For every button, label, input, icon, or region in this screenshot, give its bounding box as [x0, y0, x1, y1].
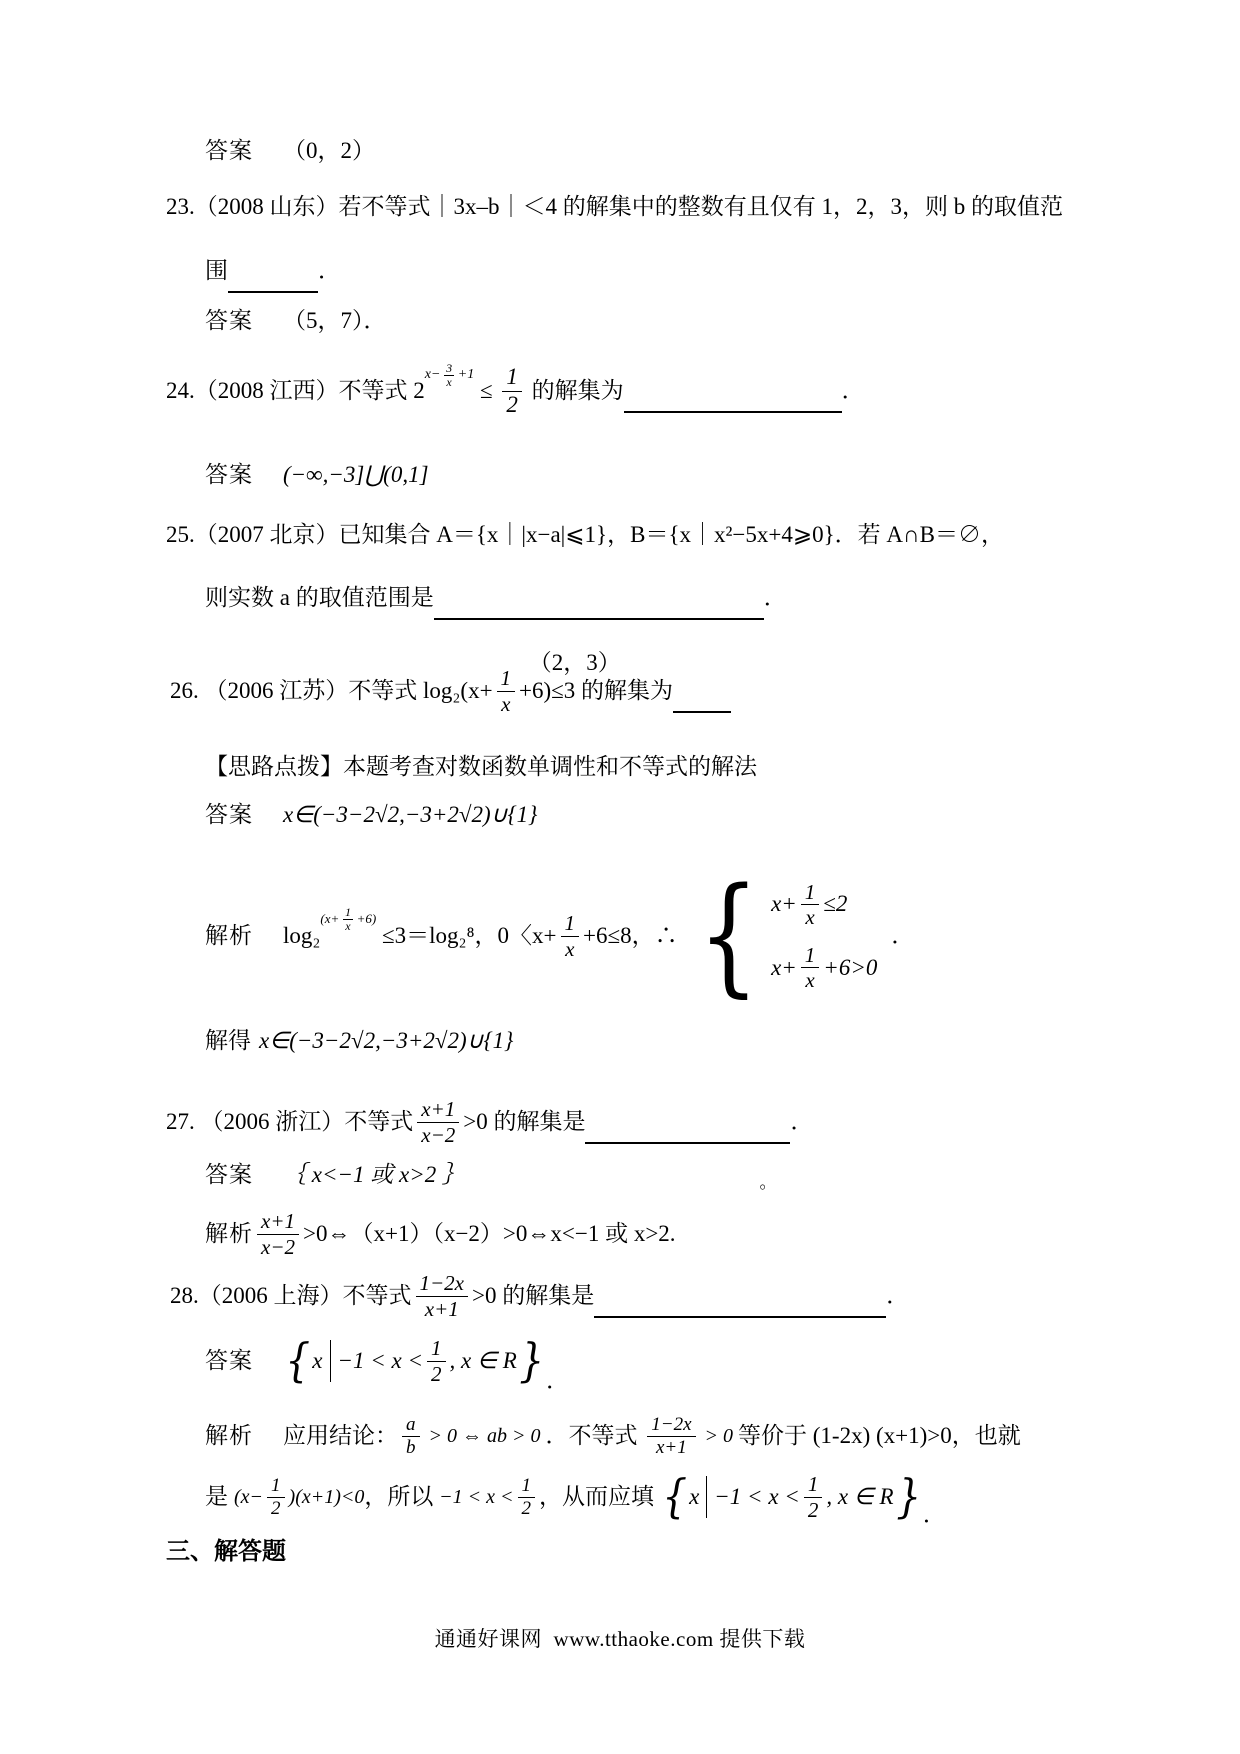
fraction-numerator: 1: [801, 943, 820, 968]
inequality-system: [688, 860, 878, 1010]
set-divider-bar: [330, 1340, 331, 1382]
q26-sup-post: +6): [356, 910, 377, 926]
q25-period: ．: [763, 585, 787, 611]
solve-label: 解得: [205, 1028, 251, 1053]
q27-analysis-fraction: [257, 1209, 299, 1258]
fraction-numerator: x+1: [257, 1209, 299, 1234]
q23-answer-line: [205, 306, 387, 336]
q25-stem-line2: [205, 582, 787, 675]
q24-answer-blank: [624, 381, 842, 413]
right-brace: }: [895, 1469, 921, 1524]
q28-ana2-mid: ，所以: [364, 1484, 440, 1510]
q26-solve-value: x∈(−3−2√2,−3+2√2)∪{1}: [259, 1028, 514, 1053]
q23-answer-value: （5，7）．: [283, 308, 387, 333]
q28-analysis-line2: [205, 1464, 946, 1530]
set-fraction: [427, 1336, 446, 1385]
answer-label: 答案: [205, 308, 253, 333]
q24-relation: ≤: [474, 378, 499, 404]
q23-stem-line1: [166, 192, 1063, 222]
system-rows: [771, 880, 877, 993]
q28-ab-fraction: [402, 1414, 420, 1459]
row1-fraction: [801, 880, 820, 929]
q26-log-superscript: [320, 906, 376, 932]
right-brace: }: [519, 1333, 544, 1388]
q27-fraction: [417, 1097, 459, 1146]
fraction-denominator: x: [805, 904, 815, 929]
fraction-numerator: x+1: [417, 1097, 459, 1122]
q28-ana1-mid2: ．不等式: [545, 1423, 644, 1449]
q26-analysis-mid1: ≤3＝log₂⁸，0〈x+: [376, 923, 557, 949]
q26-analysis-mid2: +6≤8，∴: [583, 923, 678, 949]
q28-answer-period: ．: [546, 1368, 570, 1394]
section-heading: [166, 1536, 286, 1567]
q26-sup-pre: (x+: [320, 910, 340, 926]
fraction-numerator: 1: [804, 1472, 823, 1497]
q28-stem-post: >0 的解集是: [472, 1283, 595, 1309]
q26-solve-line: [205, 1026, 513, 1056]
answer-label: 答案: [205, 138, 253, 163]
row2-pre: x+: [771, 954, 797, 980]
fraction-denominator: x+1: [424, 1296, 459, 1321]
set-condition: −1 < x <: [337, 1348, 424, 1374]
q25-answer-blank: [434, 588, 764, 675]
footer-text: 通通好课网 www.tthaoke.com 提供下载: [434, 1627, 806, 1651]
left-brace: {: [661, 1469, 687, 1524]
fraction-denominator: 2: [431, 1361, 442, 1386]
prev-answer-line: [205, 136, 375, 166]
q28-ana2-period: ．: [922, 1502, 946, 1528]
fraction-numerator: a: [402, 1414, 420, 1437]
q28-ana1-post: 等价于 (1-2x) (x+1)>0，也就: [738, 1423, 1021, 1449]
q27-analysis-text: >0⇔（x+1）（x−2）>0⇔x<−1 或 x>2.: [303, 1221, 676, 1247]
fraction-denominator: 2: [271, 1497, 281, 1519]
q26-sup-fraction: [341, 906, 354, 932]
q26-stem-pre: 26. （2006 江苏）不等式 log₂(x+: [170, 678, 493, 704]
q28-answer-line: [205, 1326, 569, 1396]
q26-hint-text: 【思路点拨】本题考查对数函数单调性和不等式的解法: [205, 754, 757, 779]
q26-analysis-line: [205, 860, 914, 1012]
analysis-label: 解析: [205, 1423, 253, 1449]
q28-answer-blank: [594, 1286, 886, 1318]
q28-ana2-fraction2: [518, 1475, 536, 1520]
q28-ana1-pre: 应用结论：: [283, 1423, 398, 1449]
page-footer: [0, 1626, 1240, 1653]
q26-fraction: [497, 666, 516, 715]
answer-label: 答案: [205, 1348, 253, 1374]
q28-stem-line: [170, 1263, 909, 1329]
analysis-label: 解析: [205, 923, 253, 949]
fraction-numerator: 1: [427, 1336, 446, 1361]
fraction-denominator: x−2: [261, 1234, 295, 1259]
q24-exponent: [425, 362, 474, 388]
q26-answer-blank: [673, 681, 731, 713]
answer-label: 答案: [205, 462, 253, 487]
fraction-numerator: 1: [502, 364, 522, 391]
fraction-numerator: 1: [267, 1475, 285, 1498]
row2-fraction: [801, 943, 820, 992]
row1-pre: x+: [771, 891, 797, 917]
set-post: , x ∈ R: [449, 1348, 517, 1374]
q27-period: ．: [790, 1109, 814, 1135]
q28-ana1-fraction2: [647, 1414, 695, 1459]
q24-period: ．: [841, 378, 865, 404]
q28-ana2-set: [660, 1469, 923, 1524]
q28-ana2-paren-post: )(x+1)<0: [288, 1486, 365, 1508]
left-brace: {: [285, 1333, 311, 1388]
answer-label: 答案: [205, 1162, 253, 1187]
q27-answer-line: [205, 1160, 465, 1190]
q28-fraction: [416, 1271, 469, 1320]
fraction-denominator: x: [565, 936, 575, 961]
fraction-denominator: x−2: [421, 1122, 456, 1147]
q23-period: ．: [318, 258, 341, 284]
q27-answer-blank: [585, 1112, 790, 1192]
answer-label: 答案: [205, 802, 253, 827]
fraction-denominator: x: [446, 374, 452, 389]
q26-hint-line: [205, 752, 757, 782]
fraction-numerator: 3: [446, 360, 453, 375]
fraction-denominator: x+1: [656, 1436, 687, 1458]
q24-exp-post: +1: [457, 366, 475, 382]
left-brace: {: [697, 860, 759, 1010]
q26-analysis-log: log₂: [283, 923, 321, 949]
set-condition: −1 < x <: [714, 1484, 800, 1510]
q25-stem-text2: 则实数 a 的取值范围是: [205, 585, 434, 611]
q27-stem-pre: 27. （2006 浙江）不等式: [166, 1109, 414, 1135]
q24-stem-post: 的解集为: [525, 378, 624, 404]
q24-stem-pre: 24.（2008 江西）不等式 2: [166, 378, 425, 404]
q28-answer-set: [283, 1333, 546, 1388]
fraction-numerator: 1: [561, 911, 580, 936]
set-post: , x ∈ R: [826, 1484, 894, 1510]
q28-ana2-ineq-pre: −1 < x <: [439, 1486, 514, 1508]
q26-stem-post: +6)≤3 的解集为: [519, 678, 674, 704]
section-heading-text: 三、解答题: [166, 1538, 286, 1565]
q28-ana1-mid1: > 0 ⇔ ab > 0: [423, 1425, 546, 1447]
fraction-numerator: 1: [497, 666, 516, 691]
fraction-denominator: 2: [521, 1497, 532, 1519]
set-divider-bar: [706, 1476, 707, 1518]
q25-blank-answer: （2，3）: [528, 649, 621, 675]
q26-stem-line: [170, 655, 731, 727]
system-row-1: [771, 880, 877, 929]
set-variable: x: [689, 1484, 700, 1510]
q28-ana2-fraction1: [267, 1475, 285, 1520]
q27-analysis-line: [205, 1202, 676, 1266]
q24-answer-value: (−∞,−3]⋃(0,1]: [283, 462, 429, 487]
fraction-numerator: 1: [344, 904, 351, 919]
q26-answer-value: x∈(−3−2√2,−3+2√2)∪{1}: [283, 802, 538, 827]
fraction-denominator: x: [805, 968, 815, 993]
set-fraction: [804, 1472, 823, 1521]
system-row-2: [771, 943, 877, 992]
q25-stem-line1: [166, 520, 1004, 550]
set-variable: x: [312, 1348, 323, 1374]
q28-period: ．: [886, 1283, 910, 1309]
fraction-numerator: 1: [801, 880, 820, 905]
q28-stem-pre: 28.（2006 上海）不等式: [170, 1283, 412, 1309]
row1-post: ≤2: [823, 891, 848, 917]
q23-answer-blank: [228, 261, 318, 293]
q24-exp-fraction: [442, 362, 455, 388]
q26-analysis-period: ．: [891, 923, 915, 949]
q24-stem-line: [166, 350, 865, 432]
q23-stem-text2: 围: [205, 258, 228, 284]
fraction-denominator: 2: [807, 1497, 819, 1522]
q28-analysis-line1: [205, 1404, 1021, 1468]
prev-answer-value: （0，2）: [283, 138, 375, 163]
q26-analysis-fraction: [561, 911, 580, 960]
fraction-numerator: 1−2x: [647, 1414, 695, 1437]
q24-rhs-fraction: [502, 364, 522, 418]
row2-post: +6>0: [823, 954, 878, 980]
q24-answer-line: [205, 460, 429, 490]
q28-ana1-mid3: > 0: [699, 1425, 739, 1447]
q24-exp-pre: x−: [424, 366, 441, 382]
q27-blank-circle: 。: [759, 1172, 777, 1192]
q26-answer-line: [205, 800, 537, 830]
fraction-denominator: 2: [506, 391, 518, 417]
q28-ana2-pre: 是: [205, 1484, 228, 1510]
q27-answer-value: ｛ x<−1 或 x>2 ｝: [283, 1162, 465, 1187]
fraction-denominator: b: [406, 1436, 416, 1458]
q23-stem-line2: [205, 255, 341, 287]
fraction-denominator: x: [345, 918, 351, 933]
q28-ana2-mid2: ，从而应填: [539, 1484, 660, 1510]
q27-stem-post: >0 的解集是: [463, 1109, 586, 1135]
q25-stem-text: 25.（2007 北京）已知集合 A＝{x｜|x−a|⩽1}，B＝{x｜x²−5x+4⩾0}．若 A∩B＝∅，: [166, 522, 1004, 547]
fraction-denominator: x: [501, 691, 511, 716]
fraction-numerator: 1: [518, 1475, 536, 1498]
q23-stem-text: 23.（2008 山东）若不等式｜3x–b｜＜4 的解集中的整数有且仅有 1，2，3，则 b 的取值范: [166, 194, 1063, 219]
q28-ana2-paren-pre: (x−: [234, 1486, 264, 1508]
fraction-numerator: 1−2x: [416, 1271, 469, 1296]
analysis-label: 解析: [205, 1221, 253, 1247]
